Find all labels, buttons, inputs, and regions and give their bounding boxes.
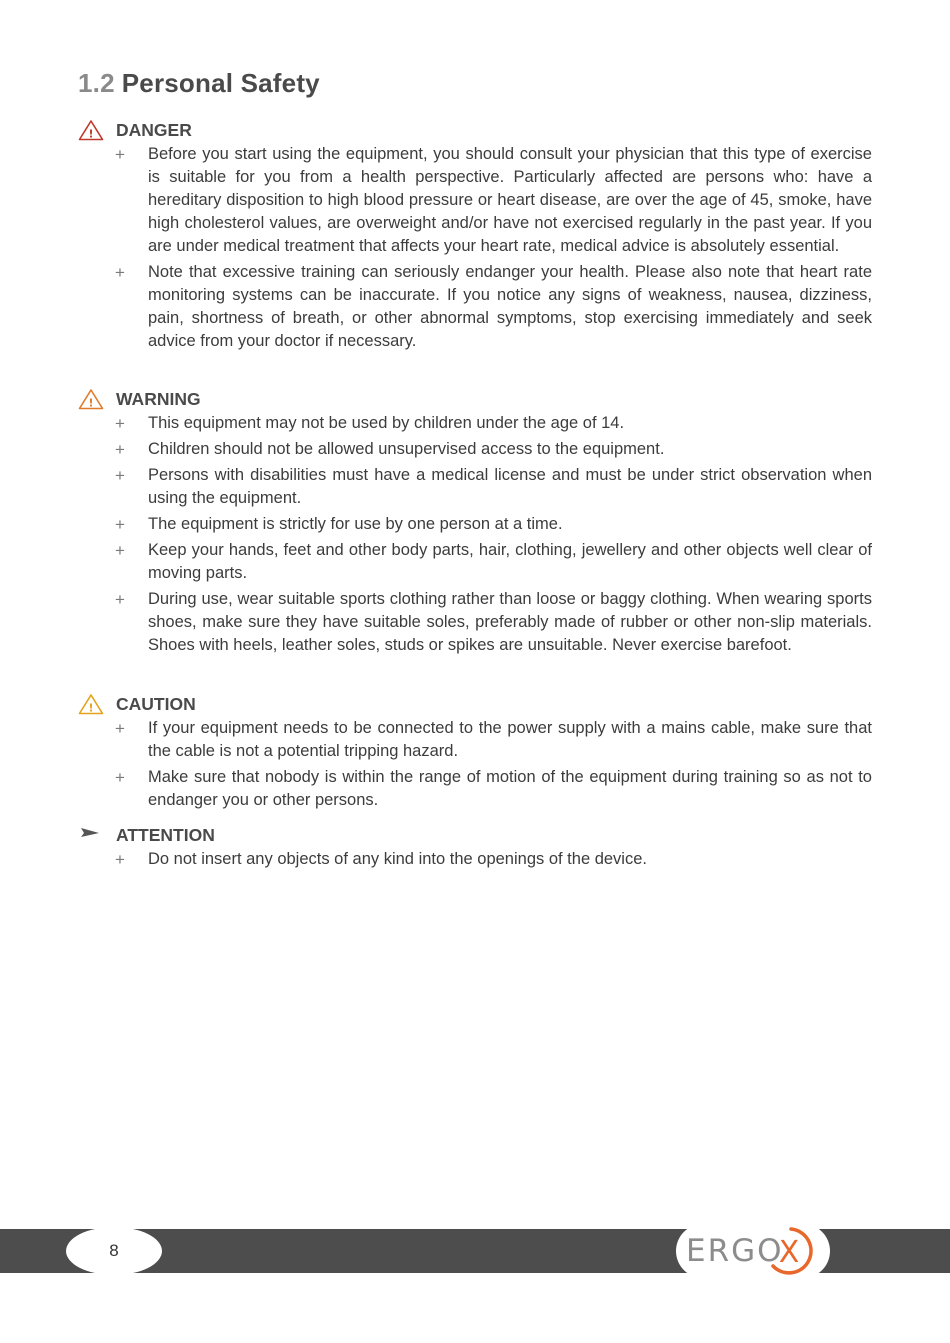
section-title: Personal Safety — [121, 68, 320, 98]
list-item: + If your equipment needs to be connected to the power supply with a mains cable, make sure that the cable is not a potential tripping hazard. — [115, 719, 872, 760]
list-item: + Children should not be allowed unsupervised access to the equipment. — [115, 440, 665, 459]
plus-bullet-icon: + — [115, 515, 125, 534]
list-item: + Note that excessive training can seriously endanger your health. Please also note that heart rate monitoring systems can be inaccurate. If you notice any signs of weakness, nausea, dizziness, pain, shortness of breath, or other abnormal symptoms, stop exercising immediately and seek advice from your doctor if necessary. — [115, 263, 872, 350]
section-number: 1.2 — [78, 68, 115, 98]
plus-bullet-icon: + — [115, 145, 125, 164]
brand-logo-x-icon — [761, 1225, 815, 1277]
list-item: + Make sure that nobody is within the range of motion of the equipment during training so as not to endanger you or other persons. — [115, 768, 872, 809]
plus-bullet-icon: + — [115, 850, 125, 869]
list-item: + The equipment is strictly for use by one person at a time. — [115, 515, 563, 534]
plus-bullet-icon: + — [115, 414, 125, 433]
brand-logo-text: ERGO — [686, 1233, 784, 1269]
plus-bullet-icon: + — [115, 440, 125, 459]
plus-bullet-icon: + — [115, 768, 125, 787]
caution-heading: CAUTION — [116, 694, 196, 714]
list-item: + Keep your hands, feet and other body parts, hair, clothing, jewellery and other objects well clear of moving parts. — [115, 541, 872, 582]
attention-heading: ATTENTION — [116, 825, 215, 845]
warning-triangle-icon — [78, 388, 104, 410]
list-item: + This equipment may not be used by children under the age of 14. — [115, 414, 625, 433]
plus-bullet-icon: + — [115, 466, 125, 485]
warning-triangle-icon — [78, 693, 104, 715]
list-item: + Persons with disabilities must have a medical license and must be under strict observation when using the equipment. — [115, 466, 872, 507]
svg-text:X: X — [778, 1235, 800, 1270]
svg-text:!: ! — [88, 127, 94, 141]
warning-section — [78, 388, 872, 660]
warning-heading: WARNING — [116, 389, 201, 409]
list-item: + Before you start using the equipment, you should consult your physician that this type of exercise is suitable for you from a health perspective. Particularly affected are persons who: have a hereditary disposition to high blood pressure or heart disease, are over the age of 45, smoke, have high cholesterol values, are overweight and/or have not exercised regularly in the past year. If you are under medical treatment that affects your heart rate, medical advice is absolutely essential. — [115, 145, 872, 255]
list-item: + During use, wear suitable sports clothing rather than loose or baggy clothing. When wearing sports shoes, make sure they have suitable soles, preferably made of rubber or other non-slip materials. Shoes with heels, leather soles, studs or spikes are unsuitable. Never exercise barefoot. — [115, 590, 872, 654]
svg-text:!: ! — [88, 701, 94, 715]
danger-heading: DANGER — [116, 120, 192, 140]
page-number: 8 — [109, 1241, 119, 1260]
list-item: + Do not insert any objects of any kind into the openings of the device. — [115, 850, 647, 869]
plus-bullet-icon: + — [115, 719, 125, 738]
plus-bullet-icon: + — [115, 590, 125, 609]
pennant-arrow-icon — [78, 824, 104, 846]
caution-section — [78, 693, 872, 815]
attention-section — [78, 824, 872, 874]
plus-bullet-icon: + — [115, 541, 125, 560]
plus-bullet-icon: + — [115, 263, 125, 282]
page-title — [78, 68, 320, 99]
svg-text:!: ! — [88, 396, 94, 410]
danger-section — [78, 119, 872, 356]
warning-triangle-icon — [78, 119, 104, 141]
